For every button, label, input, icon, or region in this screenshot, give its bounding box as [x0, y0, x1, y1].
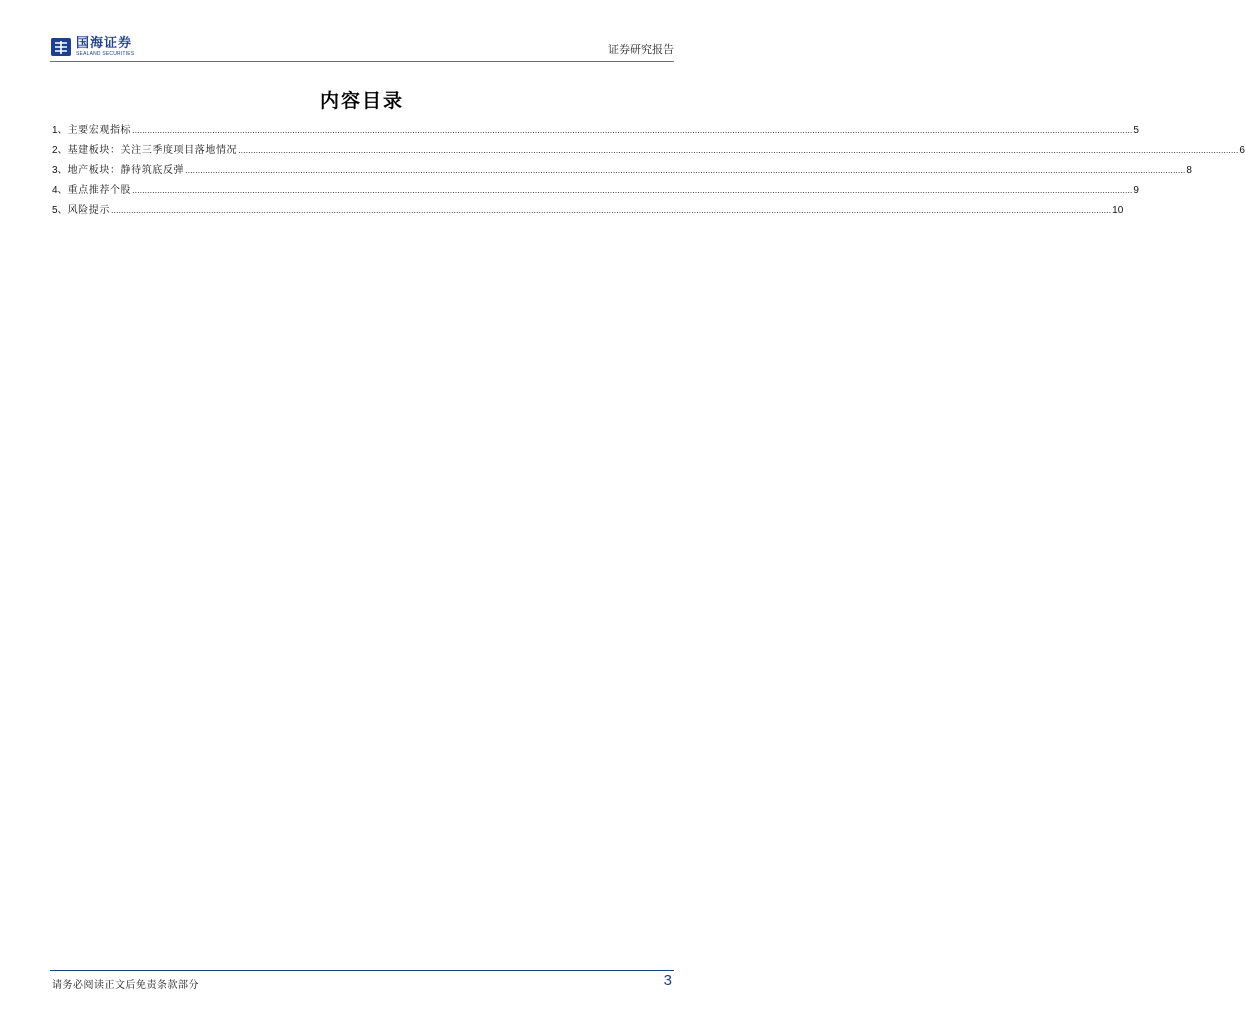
toc-entry-page: 6 [1239, 145, 1245, 156]
toc-entry-page: 10 [1112, 205, 1124, 216]
toc-entry-number: 3、 [52, 165, 68, 176]
toc-entry-number: 2、 [52, 145, 68, 156]
toc-leader-dots: ................................................................................................................................................................................................................................................................................................................................................................................................................ [110, 205, 1112, 215]
report-type-label: 证券研究报告 [608, 43, 674, 56]
toc-entry-number: 1、 [52, 125, 68, 136]
toc-entry-label[interactable]: 重点推荐个股 [67, 185, 132, 196]
toc-leader-dots: ................................................................................................................................................................................................................................................................................................................................................................................................................ [238, 145, 1239, 155]
toc-entry-page: 5 [1133, 125, 1139, 136]
toc-entry-number: 4、 [52, 185, 68, 196]
page-number: 3 [663, 972, 672, 989]
toc-leader-dots: ................................................................................................................................................................................................................................................................................................................................................................................................................ [132, 125, 1133, 135]
company-logo [50, 34, 134, 60]
toc-entry[interactable] [52, 201, 1124, 221]
toc-entry-page: 9 [1133, 185, 1139, 196]
toc-entry[interactable] [52, 121, 1139, 141]
toc-leader-dots: ................................................................................................................................................................................................................................................................................................................................................................................................................ [185, 165, 1186, 175]
toc-entry[interactable] [52, 141, 1245, 161]
toc-entry-label[interactable]: 风险提示 [67, 205, 110, 216]
header-divider [50, 61, 674, 62]
footer-divider [50, 970, 674, 971]
sealand-logo-icon [50, 36, 72, 58]
toc-entry-label[interactable]: 基建板块：关注三季度项目落地情况 [67, 145, 238, 156]
company-name-cn: 国海证券 [76, 36, 133, 51]
toc-entry[interactable] [52, 161, 1192, 181]
page-header [50, 34, 674, 60]
toc-entry-label[interactable]: 主要宏观指标 [67, 125, 132, 136]
footer-disclaimer: 请务必阅读正文后免责条款部分 [52, 980, 199, 991]
toc-entry-page: 8 [1186, 165, 1192, 176]
toc-entry-number: 5、 [52, 205, 68, 216]
toc-entry-label[interactable]: 地产板块：静待筑底反弹 [67, 165, 185, 176]
toc-title: 内容目录 [319, 90, 404, 112]
table-of-contents [52, 121, 1245, 221]
company-name-en: SEALAND SECURITIES [76, 51, 135, 57]
toc-entry[interactable] [52, 181, 1139, 201]
toc-leader-dots: ................................................................................................................................................................................................................................................................................................................................................................................................................ [132, 185, 1133, 195]
